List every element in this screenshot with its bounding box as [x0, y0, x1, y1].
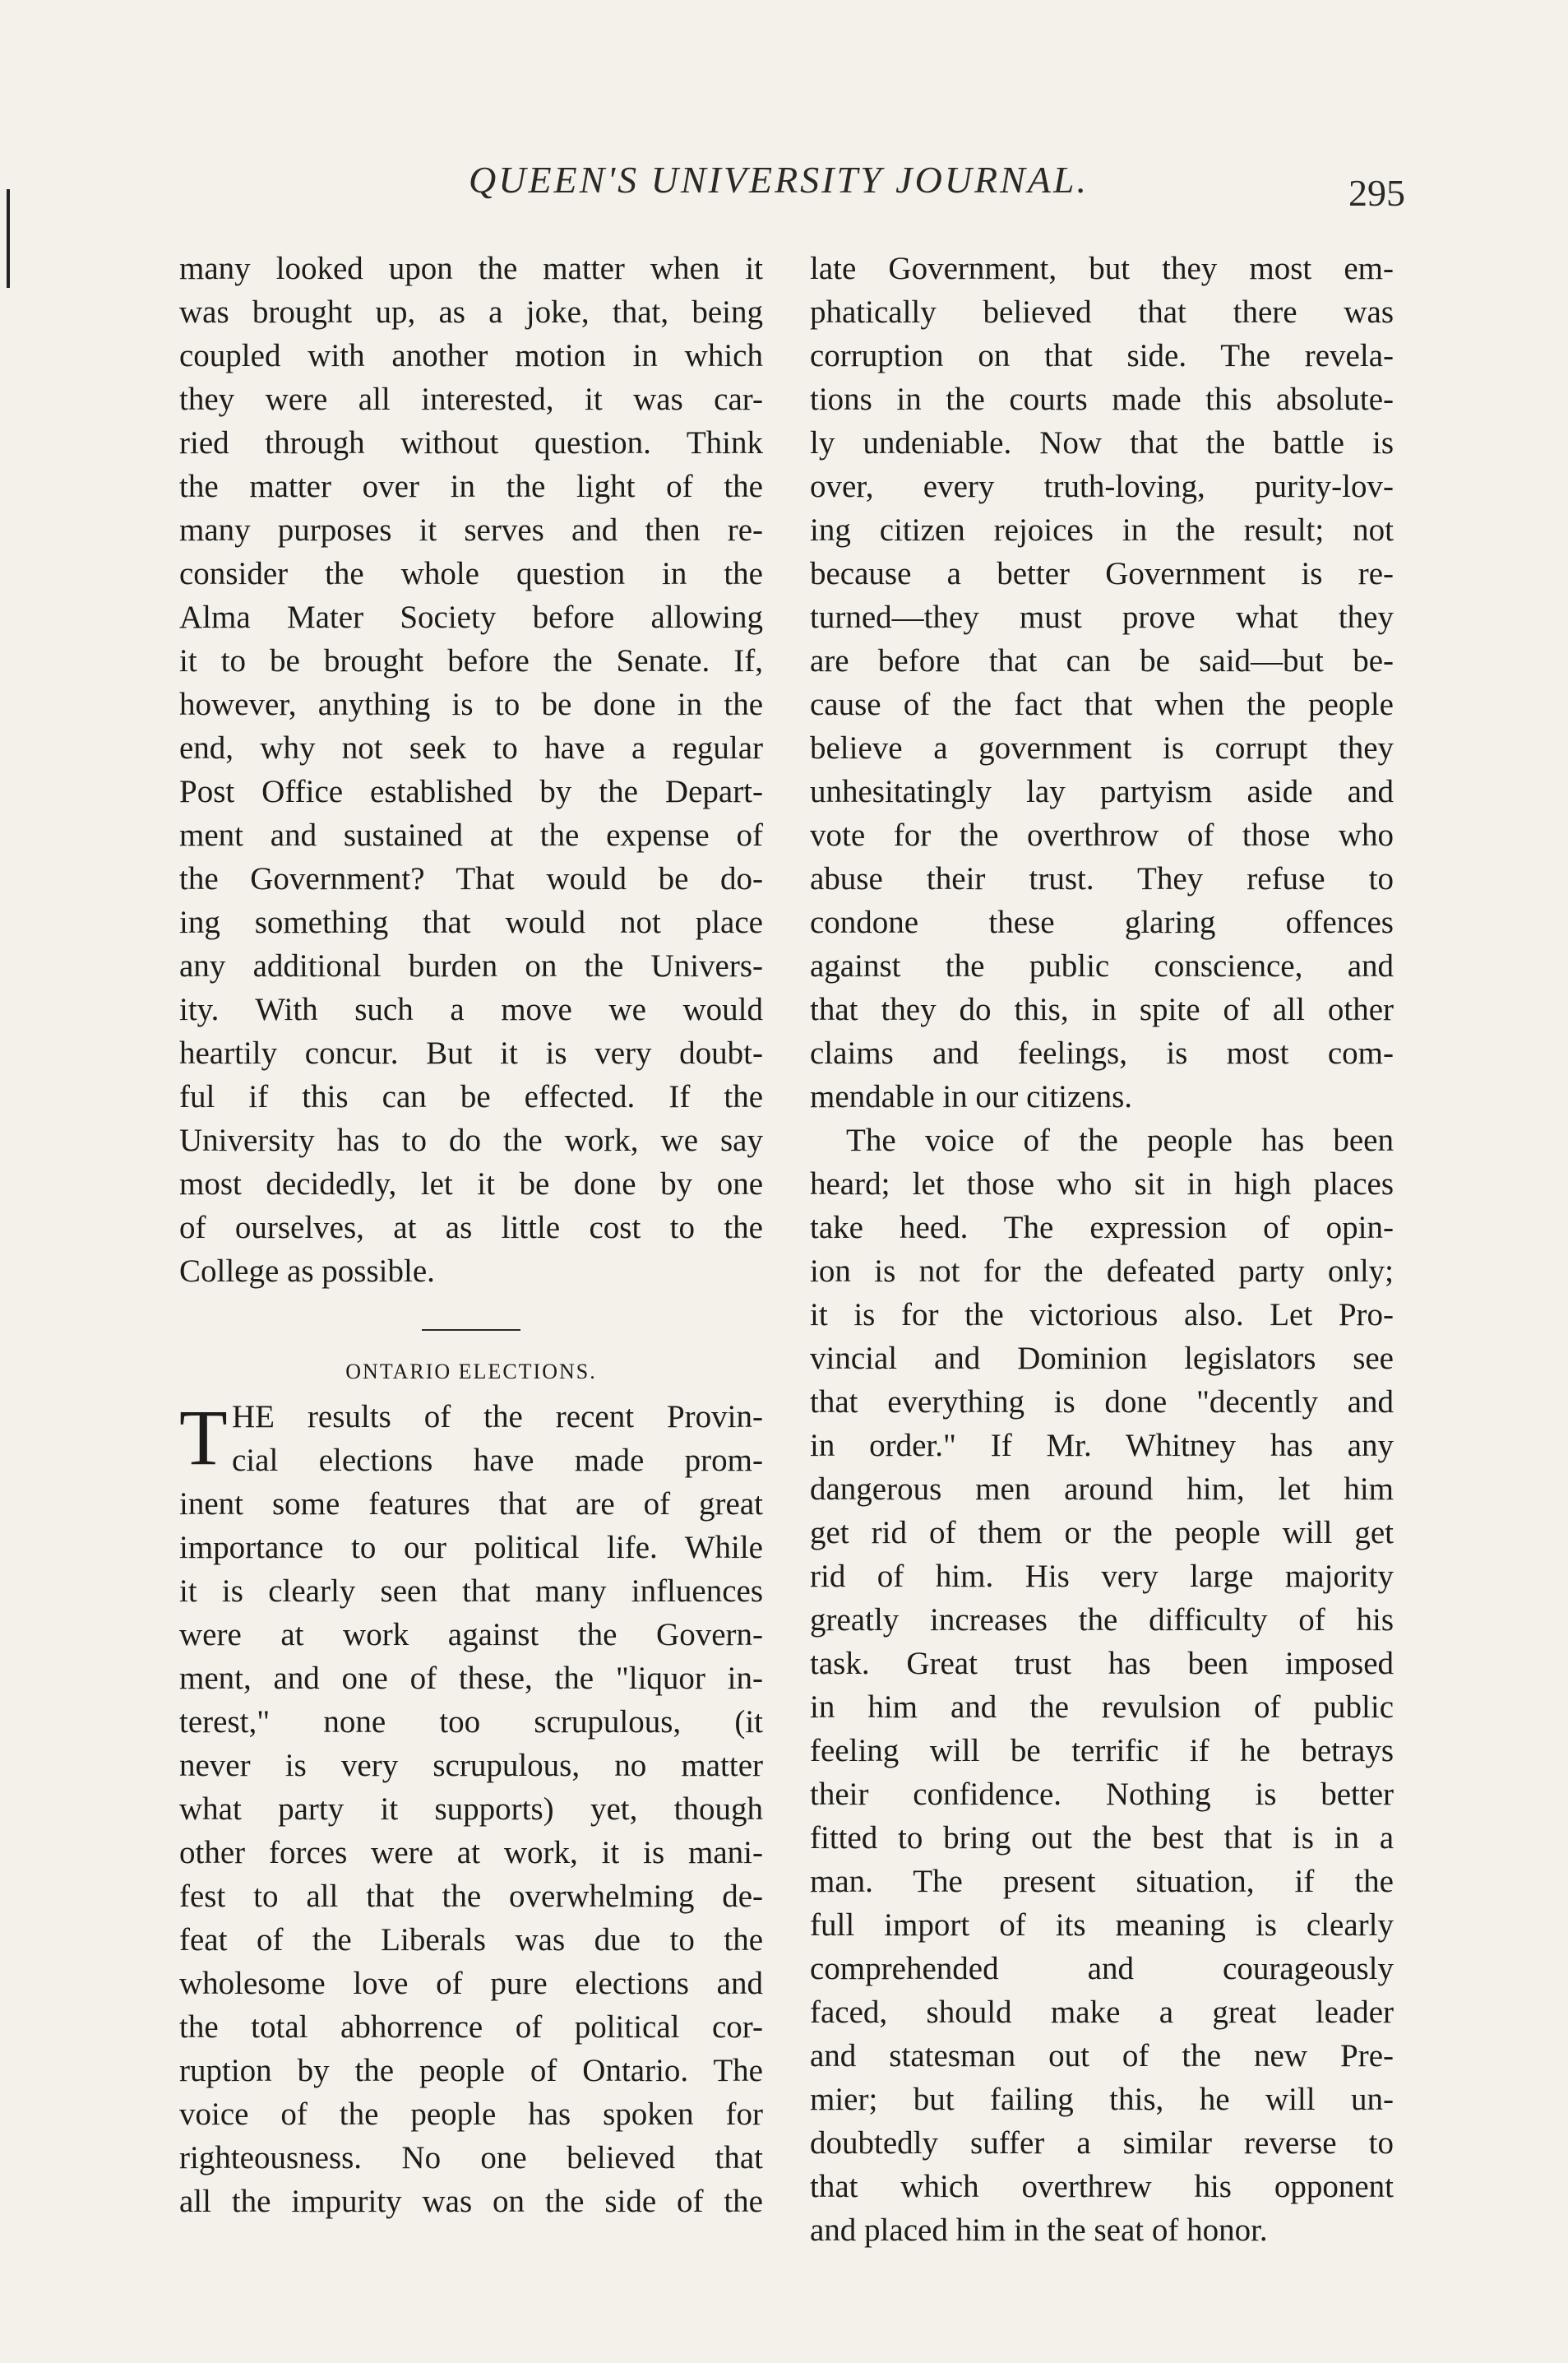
text-line: in order." If Mr. Whitney has any — [810, 1428, 1394, 1463]
text-line: end, why not seek to have a regular — [179, 730, 763, 766]
text-line: full import of its meaning is clearly — [810, 1907, 1394, 1943]
text-line: phatically believed that there was — [810, 294, 1394, 330]
text-line: coupled with another motion in which — [179, 338, 763, 373]
text-line: feeling will be terrific if he betrays — [810, 1733, 1394, 1768]
text-line: condone these glaring offences — [810, 905, 1394, 940]
text-line: that everything is done "decently and — [810, 1384, 1394, 1420]
text-line: any additional burden on the Univers- — [179, 948, 763, 984]
text-line: what party it supports) yet, though — [179, 1791, 763, 1827]
left-column — [179, 247, 763, 2223]
text-line: was brought up, as a joke, that, being — [179, 294, 763, 330]
text-line: inent some features that are of great — [179, 1486, 763, 1522]
text-line: cause of the fact that when the people — [810, 687, 1394, 722]
article-paragraph — [179, 1395, 763, 2223]
binding-edge-mark — [7, 189, 10, 288]
article-paragraph — [810, 247, 1394, 1119]
section-heading: ONTARIO ELECTIONS. — [345, 1360, 597, 1383]
text-line: ruption by the people of Ontario. The — [179, 2053, 763, 2088]
text-line: ly undeniable. Now that the battle is — [810, 425, 1394, 461]
text-line: believe a government is corrupt they — [810, 730, 1394, 766]
text-line: and statesman out of the new Pre- — [810, 2038, 1394, 2073]
text-line: ion is not for the defeated party only; — [810, 1253, 1394, 1289]
text-line: ing something that would not place — [179, 905, 763, 940]
running-header: QUEEN'S UNIVERSITY JOURNAL. — [469, 159, 1089, 201]
text-line: greatly increases the difficulty of his — [810, 1602, 1394, 1638]
text-line: ful if this can be effected. If the — [179, 1079, 763, 1114]
text-line: the Government? That would be do- — [179, 861, 763, 897]
text-line: terest," none too scrupulous, (it — [179, 1704, 763, 1740]
text-line: Alma Mater Society before allowing — [179, 600, 763, 635]
text-line: faced, should make a great leader — [810, 1995, 1394, 2030]
text-line: that they do this, in spite of all other — [810, 992, 1394, 1027]
text-line: turned—they must prove what they — [810, 600, 1394, 635]
text-line: get rid of them or the people will get — [810, 1515, 1394, 1550]
text-line: against the public conscience, and — [810, 948, 1394, 984]
text-line: ment and sustained at the expense of — [179, 818, 763, 853]
text-line: their confidence. Nothing is better — [810, 1777, 1394, 1812]
text-line: task. Great trust has been imposed — [810, 1646, 1394, 1681]
text-line: unhesitatingly lay partyism aside and — [810, 774, 1394, 809]
text-line: never is very scrupulous, no matter — [179, 1748, 763, 1783]
text-line: it to be brought before the Senate. If, — [179, 643, 763, 679]
section-divider — [422, 1329, 520, 1331]
text-line: ity. With such a move we would — [179, 992, 763, 1027]
text-line: were at work against the Govern- — [179, 1617, 763, 1652]
text-line: fest to all that the overwhelming de- — [179, 1879, 763, 1914]
text-line: mier; but failing this, he will un- — [810, 2082, 1394, 2117]
text-line: of ourselves, at as little cost to the — [179, 1210, 763, 1245]
text-line: University has to do the work, we say — [179, 1123, 763, 1158]
text-line: it is for the victorious also. Let Pro- — [810, 1297, 1394, 1332]
continuation-paragraph — [179, 247, 763, 1293]
text-line: and placed him in the seat of honor. — [810, 2212, 1268, 2248]
text-line: claims and feelings, is most com- — [810, 1036, 1394, 1071]
text-line: many purposes it serves and then re- — [179, 512, 763, 548]
text-line: feat of the Liberals was due to the — [179, 1922, 763, 1958]
text-line: ment, and one of these, the "liquor in- — [179, 1661, 763, 1696]
text-line-content: HE results of the recent Provin- — [232, 1399, 763, 1434]
text-line: they were all interested, it was car- — [179, 382, 763, 417]
text-line: take heed. The expression of opin- — [810, 1210, 1394, 1245]
text-line: most decidedly, let it be done by one — [179, 1166, 763, 1202]
text-line: are before that can be said—but be- — [810, 643, 1394, 679]
text-line: in him and the revulsion of public — [810, 1689, 1394, 1725]
text-line: the total abhorrence of political cor- — [179, 2009, 763, 2045]
drop-cap: T — [179, 1393, 228, 1481]
text-line: vote for the overthrow of those who — [810, 818, 1394, 853]
text-line: abuse their trust. They refuse to — [810, 861, 1394, 897]
text-line: ing citizen rejoices in the result; not — [810, 512, 1394, 548]
text-line: The voice of the people has been — [846, 1123, 1394, 1158]
article-paragraph — [810, 1119, 1394, 2252]
text-line: however, anything is to be done in the — [179, 687, 763, 722]
text-line: Post Office established by the Depart- — [179, 774, 763, 809]
text-line: man. The present situation, if the — [810, 1864, 1394, 1899]
text-line: College as possible. — [179, 1253, 435, 1289]
text-line: voice of the people has spoken for — [179, 2097, 763, 2132]
text-line: over, every truth-loving, purity-lov- — [810, 469, 1394, 504]
text-line: corruption on that side. The revela- — [810, 338, 1394, 373]
text-line: heard; let those who sit in high places — [810, 1166, 1394, 1202]
text-line: the matter over in the light of the — [179, 469, 763, 504]
text-line: rid of him. His very large majority — [810, 1559, 1394, 1594]
text-line: heartily concur. But it is very doubt- — [179, 1036, 763, 1071]
text-line: vincial and Dominion legislators see — [810, 1341, 1394, 1376]
text-line: doubtedly suffer a similar reverse to — [810, 2125, 1394, 2161]
right-column — [810, 247, 1394, 2252]
text-line: comprehended and courageously — [810, 1951, 1394, 1986]
text-line: importance to our political life. While — [179, 1530, 763, 1565]
text-line: tions in the courts made this absolute- — [810, 382, 1394, 417]
text-line: that which overthrew his opponent — [810, 2169, 1394, 2204]
text-line: cial elections have made prom- — [232, 1443, 763, 1478]
text-line: fitted to bring out the best that is in a — [810, 1820, 1394, 1856]
text-line: because a better Government is re- — [810, 556, 1394, 591]
text-line: many looked upon the matter when it — [179, 251, 763, 286]
text-line: mendable in our citizens. — [810, 1079, 1133, 1114]
page-number: 295 — [1348, 172, 1405, 214]
text-line: dangerous men around him, let him — [810, 1471, 1394, 1507]
text-line: late Government, but they most em- — [810, 251, 1394, 286]
text-line: other forces were at work, it is mani- — [179, 1835, 763, 1870]
text-line: wholesome love of pure elections and — [179, 1966, 763, 2001]
text-line: ried through without question. Think — [179, 425, 763, 461]
text-line: all the impurity was on the side of the — [179, 2184, 763, 2219]
text-line: righteousness. No one believed that — [179, 2140, 763, 2175]
text-line: consider the whole question in the — [179, 556, 763, 591]
text-line: it is clearly seen that many influences — [179, 1573, 763, 1609]
